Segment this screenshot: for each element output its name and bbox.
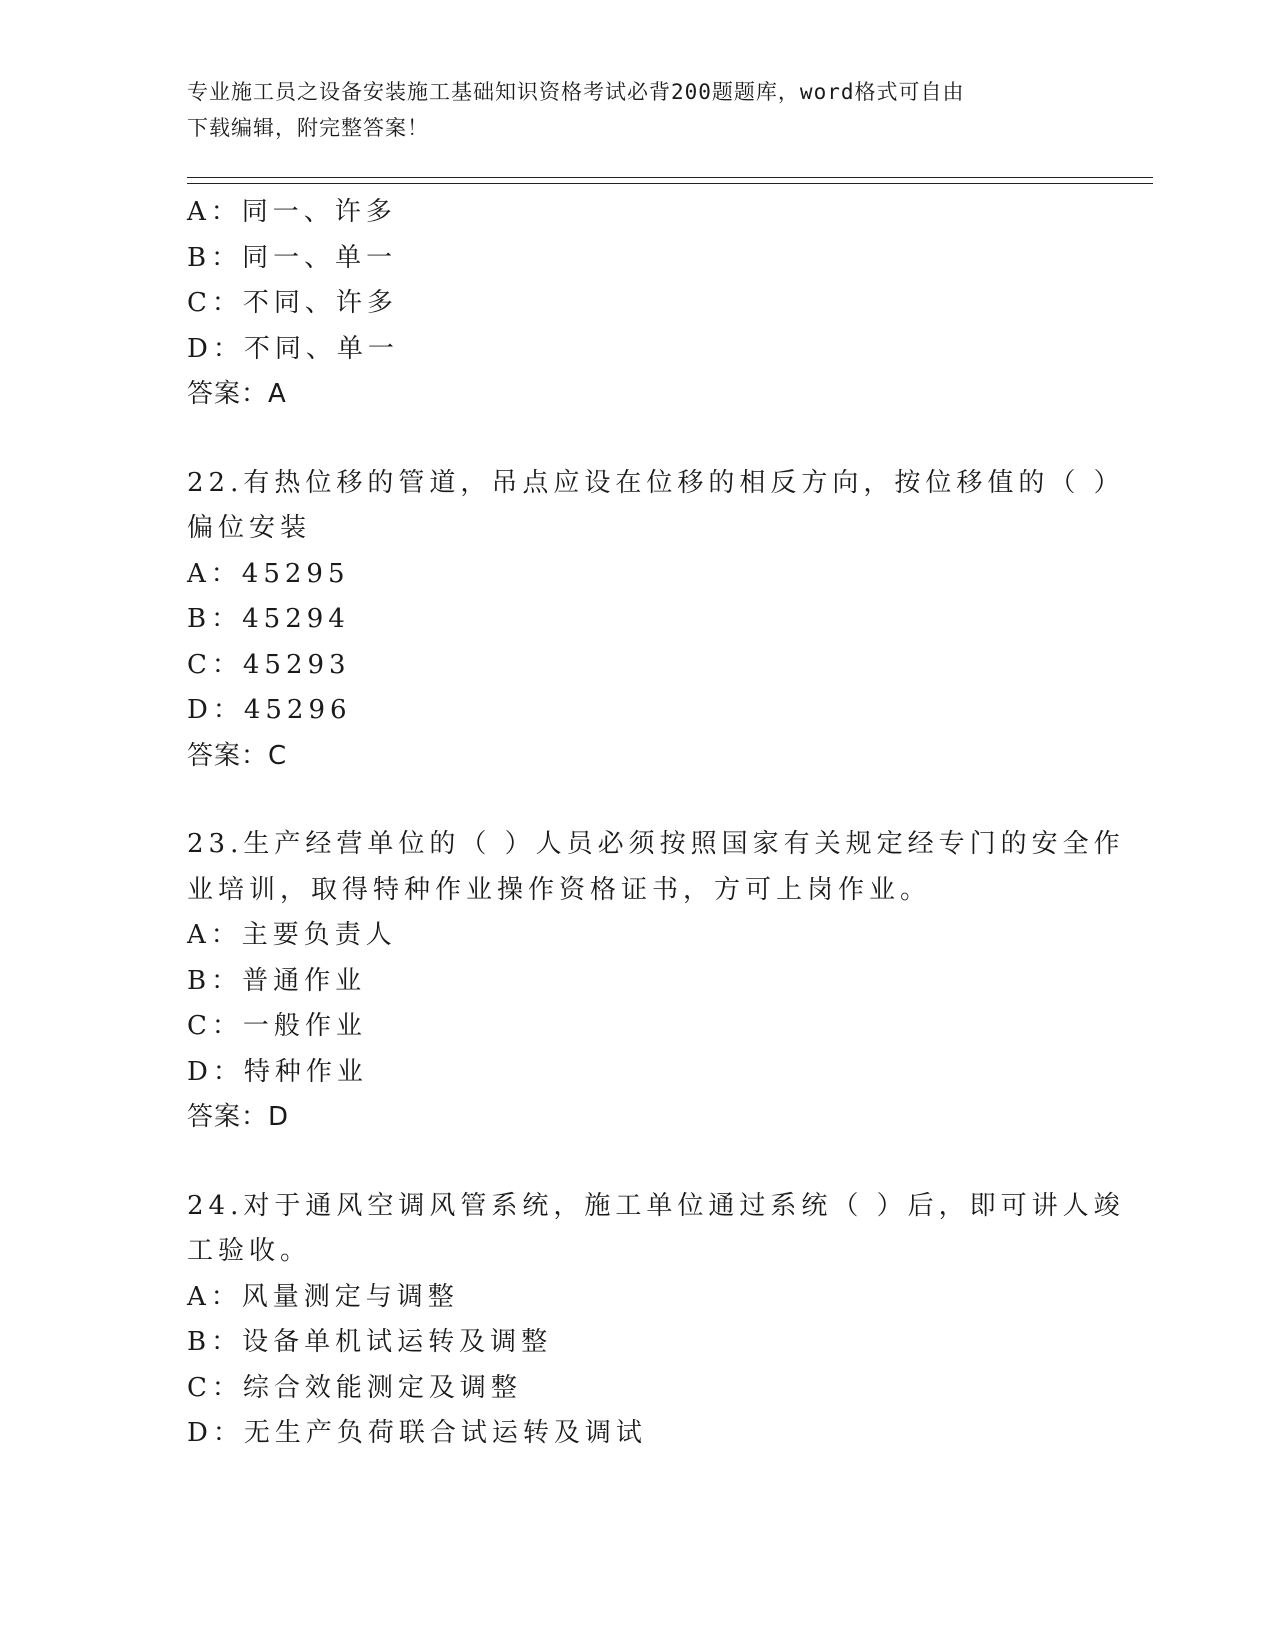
question-stem: 24.对于通风空调风管系统，施工单位通过系统（ ）后，即可讲人竣 — [187, 1190, 1125, 1221]
option-b: B：设备单机试运转及调整 — [187, 1327, 553, 1357]
question-24 — [187, 1184, 1125, 1457]
question-stem-continued: 业培训，取得特种作业操作资格证书，方可上岗作业。 — [187, 874, 932, 905]
question-spacer — [187, 779, 1067, 822]
question-22 — [187, 461, 1125, 780]
header-line-1: 专业施工员之设备安装施工基础知识资格考试必背200题题库，word格式可自由 — [187, 80, 965, 104]
header-divider-bottom — [187, 183, 1153, 184]
option-d: D：无生产负荷联合试运转及调试 — [187, 1418, 647, 1448]
option-d: D：不同、单一 — [187, 333, 399, 364]
option-c: C：一般作业 — [187, 1011, 367, 1041]
question-stem: 22.有热位移的管道，吊点应设在位移的相反方向，按位移值的（ ） — [187, 467, 1125, 498]
document-header — [187, 74, 1067, 146]
question-23 — [187, 822, 1125, 1141]
option-b: B：45294 — [187, 604, 350, 634]
option-a: A：风量测定与调整 — [187, 1281, 459, 1312]
option-d: D：45296 — [187, 695, 352, 725]
option-c: C：综合效能测定及调整 — [187, 1372, 522, 1403]
answer: 答案：D — [187, 1102, 290, 1132]
option-d: D：特种作业 — [187, 1056, 368, 1087]
answer: 答案：A — [187, 379, 287, 409]
option-a: A：同一、许多 — [187, 197, 397, 227]
question-21 — [187, 190, 1067, 418]
question-spacer — [187, 418, 1067, 461]
header-divider-top — [187, 177, 1153, 178]
option-b: B：同一、单一 — [187, 242, 398, 273]
option-b: B：普通作业 — [187, 965, 367, 996]
option-c: C：45293 — [187, 649, 351, 680]
option-a: A：主要负责人 — [187, 920, 397, 950]
header-line-2: 下载编辑，附完整答案！ — [187, 116, 429, 140]
question-spacer — [187, 1141, 1067, 1184]
answer: 答案：C — [187, 740, 288, 771]
question-list — [187, 190, 1125, 1457]
option-a: A：45295 — [187, 558, 350, 589]
question-stem-continued: 工验收。 — [187, 1236, 312, 1266]
question-stem: 23.生产经营单位的（ ）人员必须按照国家有关规定经专门的安全作 — [187, 829, 1125, 859]
question-stem-continued: 偏位安装 — [187, 513, 312, 543]
option-c: C：不同、许多 — [187, 288, 398, 318]
